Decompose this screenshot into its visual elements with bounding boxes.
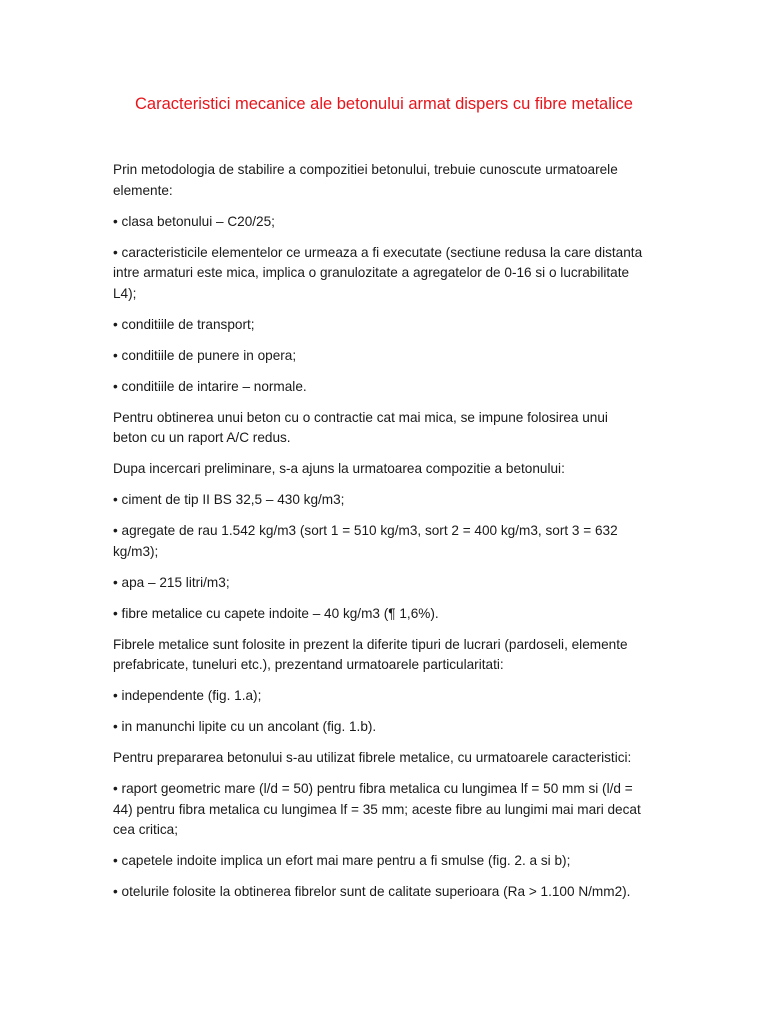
body-paragraph — [113, 459, 645, 480]
bullet-paragraph — [113, 851, 645, 872]
bullet-paragraph — [113, 521, 645, 562]
bullet-icon: • — [113, 213, 118, 229]
body-paragraph — [113, 748, 645, 769]
bullet-paragraph — [113, 573, 645, 594]
paragraph-text: fibre metalice cu capete indoite – 40 kg/m3 (¶ 1,6%). — [117, 605, 439, 621]
bullet-paragraph — [113, 212, 645, 233]
bullet-paragraph — [113, 346, 645, 367]
paragraph-text: agregate de rau 1.542 kg/m3 (sort 1 = 510 kg/m3, sort 2 = 400 kg/m3, sort 3 = 632 kg/m3); — [113, 523, 618, 559]
bullet-icon: • — [113, 884, 118, 899]
paragraph-text: conditiile de transport; — [117, 316, 255, 332]
bullet-icon: • — [113, 492, 118, 507]
paragraph-text: ciment de tip II BS 32,5 – 430 kg/m3; — [117, 492, 345, 507]
bullet-paragraph — [113, 243, 645, 305]
paragraph-text: clasa betonului – C20/25; — [117, 213, 275, 229]
bullet-icon: • — [113, 316, 118, 332]
bullet-paragraph — [113, 779, 645, 841]
paragraph-text: independente (fig. 1.a); — [117, 688, 262, 703]
bullet-paragraph — [113, 490, 645, 511]
paragraph-text: Pentru prepararea betonului s-au utilizat fibrele metalice, cu urmatoarele caracteristici: — [113, 750, 632, 765]
paragraph-text: Pentru obtinerea unui beton cu o contractie cat mai mica, se impune folosirea unui beton cu un raport A/C redus. — [113, 409, 608, 445]
paragraph-text: Fibrele metalice sunt folosite in prezent la diferite tipuri de lucrari (pardoseli, elemente prefabricate, tuneluri etc.), prezentand urmatoarele particularitati: — [113, 636, 628, 672]
bullet-icon: • — [113, 853, 118, 868]
bullet-paragraph — [113, 315, 645, 336]
bullet-paragraph — [113, 377, 645, 398]
body-paragraph — [113, 408, 645, 449]
paragraph-text: capetele indoite implica un efort mai mare pentru a fi smulse (fig. 2. a si b); — [117, 853, 571, 868]
paragraph-text: caracteristicile elementelor ce urmeaza a fi executate (sectiune redusa la care distanta intre armaturi este mica, implica o granulozitate a agregatelor de 0-16 si o lucrabilitate L4); — [113, 244, 643, 301]
bullet-icon: • — [113, 378, 118, 394]
paragraph-text: Dupa incercari preliminare, s-a ajuns la urmatoarea compozitie a betonului: — [113, 461, 565, 476]
paragraph-text: apa – 215 litri/m3; — [117, 574, 230, 590]
paragraph-text: raport geometric mare (l/d = 50) pentru fibra metalica cu lungimea lf = 50 mm si (l/d = 44) pentru fibra metalica cu lungimea lf = 35 mm; aceste fibre au lungimi mai mari decat cea critica; — [113, 781, 641, 837]
bullet-icon: • — [113, 719, 118, 734]
bullet-icon: • — [113, 523, 118, 538]
bullet-icon: • — [113, 688, 118, 703]
paragraph-text: in manunchi lipite cu un ancolant (fig. 1.b). — [117, 719, 377, 734]
paragraph-text: conditiile de intarire – normale. — [117, 378, 307, 394]
paragraph-text: otelurile folosite la obtinerea fibrelor sunt de calitate superioara (Ra > 1.100 N/mm2). — [117, 884, 631, 899]
bullet-paragraph — [113, 604, 645, 625]
bullet-icon: • — [113, 781, 118, 796]
body-paragraph — [113, 635, 645, 676]
paragraph-text: conditiile de punere in opera; — [117, 347, 297, 363]
document-title: Caracteristici mecanice ale betonului armat dispers cu fibre metalice — [135, 95, 633, 113]
bullet-paragraph — [113, 882, 645, 903]
bullet-icon: • — [113, 574, 118, 590]
document-body — [113, 160, 645, 913]
bullet-icon: • — [113, 605, 118, 621]
body-paragraph — [113, 160, 645, 201]
paragraph-text: Prin metodologia de stabilire a compozitiei betonului, trebuie cunoscute urmatoarele elemente: — [113, 162, 618, 198]
bullet-icon: • — [113, 244, 118, 260]
bullet-paragraph — [113, 717, 645, 738]
bullet-icon: • — [113, 347, 118, 363]
bullet-paragraph — [113, 686, 645, 707]
